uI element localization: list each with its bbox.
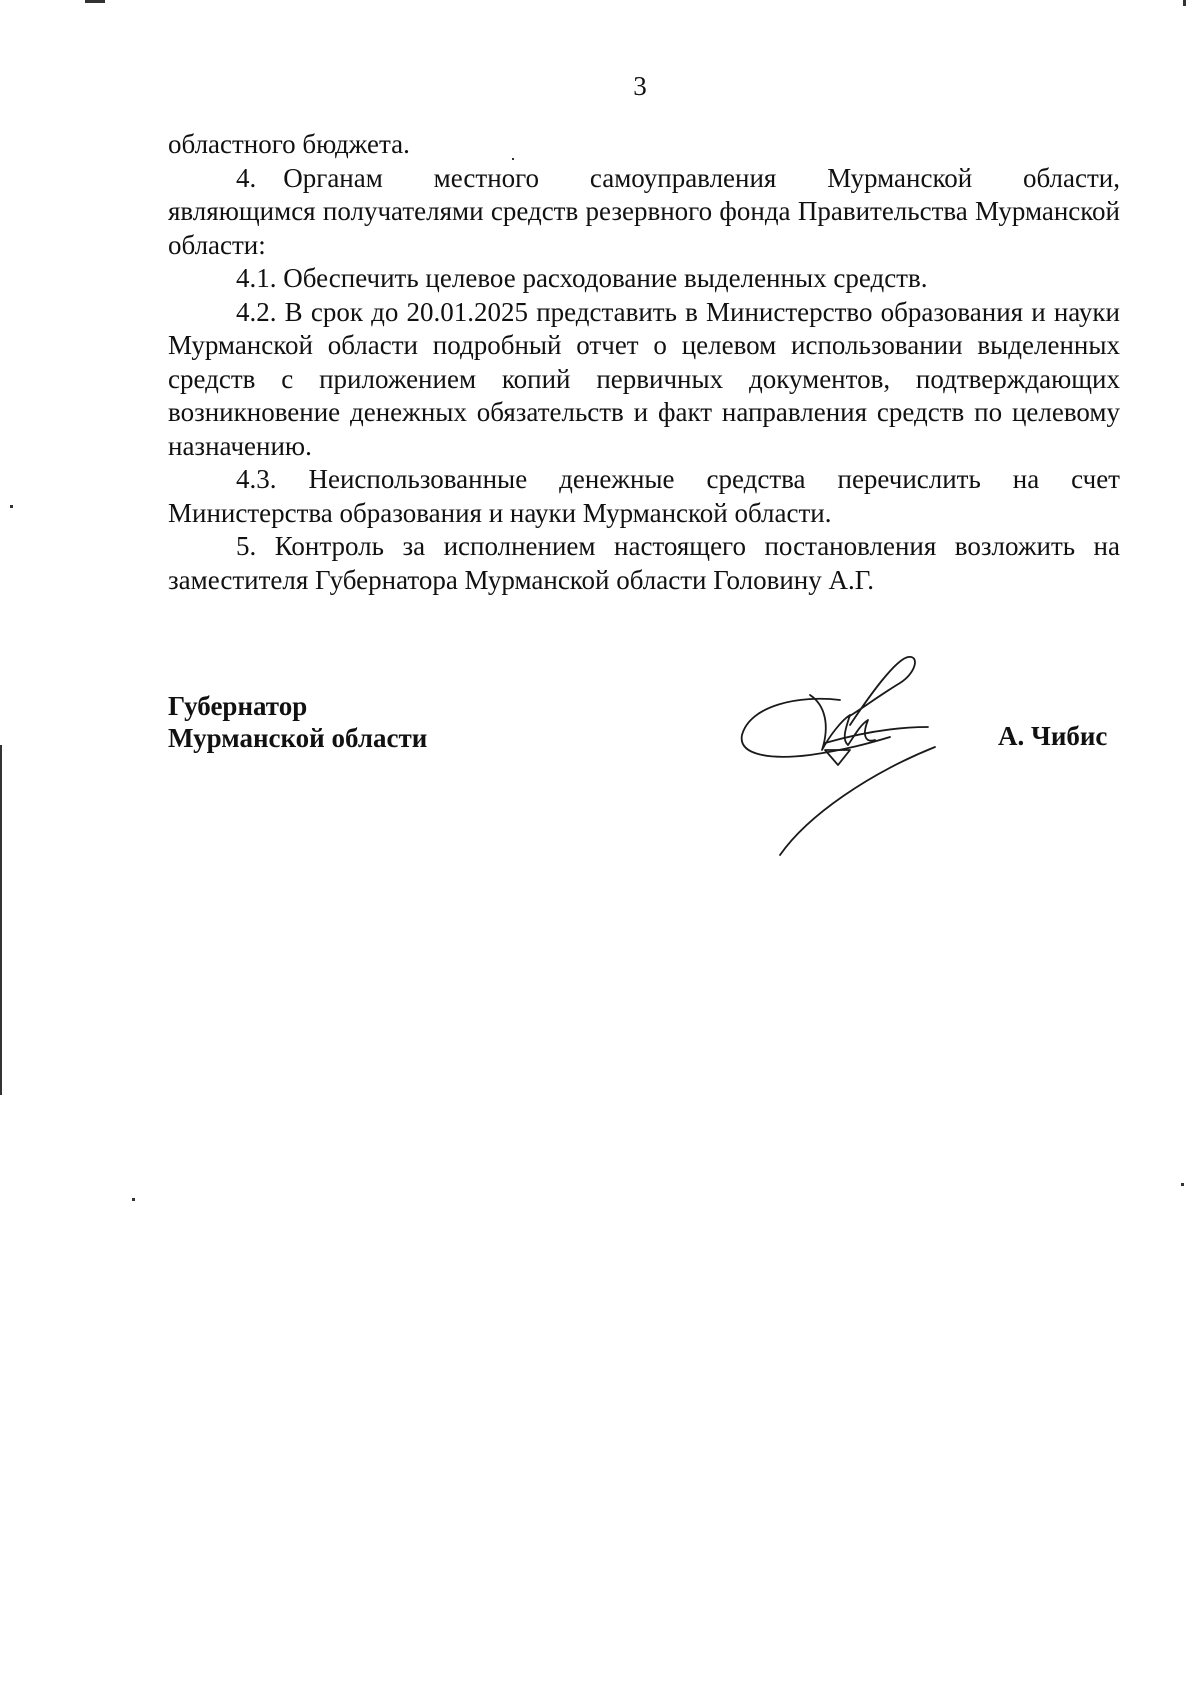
document-body	[168, 128, 1120, 597]
scan-dot	[85, 0, 105, 3]
paragraph-4-1: 4.1. Обеспечить целевое расходование выделенных средств.	[236, 263, 928, 293]
paragraph-4: 4. Органам местного самоуправления Мурманской области, являющимся получателями средств резервного фонда Правительства Мурманской области:	[168, 162, 1120, 260]
signer-position-region: Мурманской области	[168, 723, 428, 753]
scan-dot	[10, 505, 13, 508]
paragraph-4-2: 4.2. В срок до 20.01.2025 представить в Министерство образования и науки Мурманской области подробный отчет о целевом использовании выделенных средств с приложением копий первичных документов, подтверждающих возникновение денежных обязательств и факт направления средств по целевому назначению.	[168, 296, 1120, 461]
signer-name: А. Чибис	[998, 721, 1108, 751]
page-number: 3	[633, 71, 647, 101]
signer-position-title: Губернатор	[168, 691, 308, 721]
scan-dot	[512, 158, 514, 160]
scan-dot	[1181, 1183, 1184, 1186]
scan-dot	[132, 1198, 135, 1201]
scan-dot	[1183, 0, 1186, 6]
signature-block	[168, 690, 1120, 754]
paragraph-5: 5. Контроль за исполнением настоящего постановления возложить на заместителя Губернатора Мурманской области Головину А.Г.	[168, 531, 1120, 595]
handwritten-signature	[730, 655, 970, 875]
scan-edge-mark	[0, 745, 2, 1095]
paragraph-budget-end: областного бюджета.	[168, 129, 410, 159]
paragraph-4-3: 4.3. Неиспользованные денежные средства перечислить на счет Министерства образования и науки Мурманской области.	[168, 464, 1120, 528]
